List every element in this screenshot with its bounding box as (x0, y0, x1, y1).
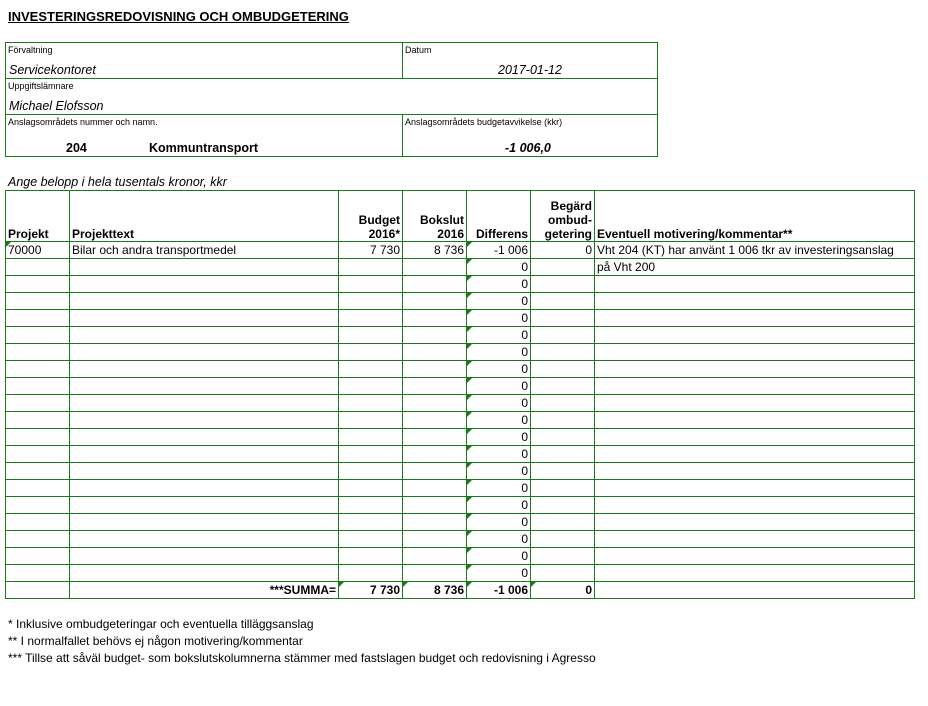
datum-value: 2017-01-12 (498, 63, 562, 77)
cell-begard[interactable] (531, 531, 595, 548)
cell-budget[interactable] (339, 276, 403, 293)
cell-differens[interactable]: 0 (467, 327, 531, 344)
table-row (6, 548, 915, 565)
col-header-projekt: Projekt (6, 191, 70, 242)
cell-kommentar[interactable] (595, 429, 915, 446)
cell-budget[interactable] (339, 310, 403, 327)
cell-bokslut[interactable] (403, 310, 467, 327)
cell-begard[interactable] (531, 446, 595, 463)
cell-differens[interactable]: 0 (467, 497, 531, 514)
cell-projekt[interactable] (6, 327, 70, 344)
cell-bokslut[interactable] (403, 395, 467, 412)
cell-projekt[interactable] (6, 463, 70, 480)
cell-differens[interactable]: 0 (467, 531, 531, 548)
table-row (6, 344, 915, 361)
cell-differens[interactable]: 0 (467, 395, 531, 412)
table-row (6, 497, 915, 514)
cell-differens[interactable]: 0 (467, 480, 531, 497)
cell-bokslut[interactable] (403, 548, 467, 565)
cell-bokslut[interactable] (403, 446, 467, 463)
cell-projekt[interactable] (6, 531, 70, 548)
table-row (6, 395, 915, 412)
cell-kommentar[interactable] (595, 480, 915, 497)
datum-cell[interactable] (402, 42, 658, 79)
cell-bokslut[interactable] (403, 276, 467, 293)
cell-projekttext[interactable] (70, 327, 339, 344)
cell-projekttext[interactable] (70, 548, 339, 565)
begard-header-line1: Begärd (550, 199, 592, 213)
cell-begard[interactable] (531, 378, 595, 395)
cell-kommentar[interactable]: Vht 204 (KT) har använt 1 006 tkr av investeringsanslag (595, 242, 915, 259)
cell-budget[interactable] (339, 429, 403, 446)
budget-header-line2: 2016* (368, 227, 400, 241)
cell-bokslut[interactable] (403, 361, 467, 378)
cell-budget[interactable] (339, 446, 403, 463)
cell-bokslut[interactable]: 8 736 (403, 242, 467, 259)
cell-begard[interactable] (531, 463, 595, 480)
table-row (6, 565, 915, 582)
cell-begard[interactable] (531, 327, 595, 344)
cell-begard[interactable] (531, 548, 595, 565)
cell-kommentar[interactable] (595, 463, 915, 480)
cell-begard[interactable] (531, 412, 595, 429)
cell-differens[interactable]: 0 (467, 463, 531, 480)
table-row (6, 276, 915, 293)
cell-budget[interactable] (339, 259, 403, 276)
cell-bokslut[interactable] (403, 429, 467, 446)
table-row (6, 327, 915, 344)
table-row (6, 293, 915, 310)
cell-begard[interactable] (531, 361, 595, 378)
cell-projekttext[interactable] (70, 514, 339, 531)
cell-projekttext[interactable] (70, 446, 339, 463)
cell-differens[interactable]: 0 (467, 259, 531, 276)
cell-projekt[interactable] (6, 293, 70, 310)
cell-projekttext[interactable] (70, 429, 339, 446)
cell-projekttext[interactable] (70, 259, 339, 276)
cell-bokslut[interactable] (403, 463, 467, 480)
begard-header-line3: getering (544, 227, 592, 241)
cell-projekt[interactable] (6, 310, 70, 327)
cell-differens[interactable]: 0 (467, 361, 531, 378)
table-row (6, 242, 915, 259)
cell-differens[interactable]: 0 (467, 514, 531, 531)
cell-budget[interactable] (339, 514, 403, 531)
bokslut-header-line2: 2016 (437, 227, 464, 241)
cell-projekttext[interactable] (70, 310, 339, 327)
cell-begard[interactable] (531, 480, 595, 497)
investment-table (5, 190, 915, 599)
cell-differens[interactable]: 0 (467, 276, 531, 293)
cell-differens[interactable]: 0 (467, 293, 531, 310)
cell-projekttext[interactable] (70, 531, 339, 548)
cell-projekttext[interactable] (70, 497, 339, 514)
table-row (6, 378, 915, 395)
cell-projekttext[interactable] (70, 293, 339, 310)
bokslut-header-line1: Bokslut (419, 213, 464, 227)
cell-projekttext[interactable] (70, 480, 339, 497)
cell-projekt[interactable] (6, 497, 70, 514)
cell-begard[interactable] (531, 514, 595, 531)
cell-differens[interactable]: 0 (467, 344, 531, 361)
table-row (6, 463, 915, 480)
cell-projekttext[interactable]: Bilar och andra transportmedel (70, 242, 339, 259)
table-row (6, 446, 915, 463)
cell-begard[interactable] (531, 293, 595, 310)
cell-bokslut[interactable] (403, 480, 467, 497)
cell-bokslut[interactable] (403, 412, 467, 429)
cell-projekt[interactable] (6, 429, 70, 446)
cell-bokslut[interactable] (403, 497, 467, 514)
cell-budget[interactable] (339, 565, 403, 582)
header-row (6, 191, 915, 242)
cell-budget[interactable] (339, 463, 403, 480)
cell-kommentar[interactable] (595, 514, 915, 531)
table-row (6, 361, 915, 378)
cell-kommentar[interactable] (595, 548, 915, 565)
forvaltning-value: Servicekontoret (9, 63, 96, 77)
cell-kommentar[interactable] (595, 310, 915, 327)
footnote-1: * Inklusive ombudgeteringar och eventuella tilläggsanslag (8, 617, 314, 631)
budgetavvikelse-label: Anslagsområdets budgetavvikelse (kkr) (405, 117, 563, 127)
cell-bokslut[interactable] (403, 514, 467, 531)
cell-projekttext[interactable] (70, 378, 339, 395)
anslag-namn: Kommuntransport (149, 141, 259, 155)
cell-budget[interactable] (339, 548, 403, 565)
budgetavvikelse-value: -1 006,0 (505, 141, 551, 155)
cell-kommentar[interactable] (595, 412, 915, 429)
cell-projekttext[interactable] (70, 565, 339, 582)
cell-bokslut[interactable] (403, 531, 467, 548)
begard-header-line2: ombud- (548, 213, 592, 227)
cell-budget[interactable] (339, 327, 403, 344)
col-header-kommentar: Eventuell motivering/kommentar** (595, 191, 915, 242)
cell-begard[interactable] (531, 259, 595, 276)
cell-differens[interactable]: -1 006 (467, 242, 531, 259)
cell-bokslut[interactable] (403, 327, 467, 344)
anslag-nummer: 204 (66, 141, 87, 155)
cell-differens[interactable]: 0 (467, 446, 531, 463)
cell-projekt[interactable] (6, 378, 70, 395)
summa-differens[interactable]: -1 006 (467, 582, 531, 599)
anslag-cell[interactable] (5, 114, 403, 157)
cell-projekttext[interactable] (70, 395, 339, 412)
cell-kommentar[interactable] (595, 531, 915, 548)
budgetavvikelse-cell[interactable] (402, 114, 658, 157)
cell-kommentar[interactable] (595, 327, 915, 344)
summa-label: ***SUMMA= (70, 582, 339, 599)
cell-kommentar[interactable] (595, 378, 915, 395)
table-row (6, 480, 915, 497)
cell-begard[interactable] (531, 276, 595, 293)
cell-bokslut[interactable] (403, 344, 467, 361)
summa-budget[interactable]: 7 730 (339, 582, 403, 599)
forvaltning-cell[interactable] (5, 42, 403, 79)
cell-begard[interactable] (531, 565, 595, 582)
cell-kommentar[interactable]: på Vht 200 (595, 259, 915, 276)
table-row (6, 514, 915, 531)
cell-differens[interactable]: 0 (467, 378, 531, 395)
cell-projekttext[interactable] (70, 412, 339, 429)
amount-note: Ange belopp i hela tusentals kronor, kkr (8, 175, 227, 189)
cell-kommentar[interactable] (595, 361, 915, 378)
cell-budget[interactable] (339, 378, 403, 395)
cell-kommentar[interactable] (595, 446, 915, 463)
footnote-3: *** Tillse att såväl budget- som bokslutskolumnerna stämmer med fastslagen budget och redovisning i Agresso (8, 651, 596, 665)
budget-header-line1: Budget (358, 213, 400, 227)
cell-projekttext[interactable] (70, 361, 339, 378)
cell-budget[interactable] (339, 497, 403, 514)
datum-label: Datum (405, 45, 432, 55)
uppgiftslamnare-label: Uppgiftslämnare (8, 81, 74, 91)
cell-kommentar[interactable] (595, 497, 915, 514)
anslag-label: Anslagsområdets nummer och namn. (8, 117, 158, 127)
col-header-budget (339, 191, 403, 242)
cell-projekt[interactable]: 70000 (6, 242, 70, 259)
cell-projekttext[interactable] (70, 463, 339, 480)
col-header-bokslut (403, 191, 467, 242)
cell-projekt[interactable] (6, 395, 70, 412)
table-row (6, 259, 915, 276)
cell-kommentar[interactable] (595, 276, 915, 293)
cell-kommentar[interactable] (595, 293, 915, 310)
cell-budget[interactable] (339, 531, 403, 548)
cell-budget[interactable] (339, 344, 403, 361)
cell-projekt[interactable] (6, 361, 70, 378)
table-row (6, 429, 915, 446)
cell-bokslut[interactable] (403, 259, 467, 276)
cell-projekt[interactable] (6, 259, 70, 276)
summa-row (6, 582, 915, 599)
cell-begard[interactable] (531, 429, 595, 446)
cell-differens[interactable]: 0 (467, 565, 531, 582)
cell-budget[interactable]: 7 730 (339, 242, 403, 259)
cell-differens[interactable]: 0 (467, 429, 531, 446)
table-row (6, 531, 915, 548)
col-header-differens: Differens (467, 191, 531, 242)
cell-differens[interactable]: 0 (467, 412, 531, 429)
cell-projekt[interactable] (6, 480, 70, 497)
cell-differens[interactable]: 0 (467, 548, 531, 565)
document-title: INVESTERINGSREDOVISNING OCH OMBUDGETERING (8, 9, 349, 24)
cell-budget[interactable] (339, 412, 403, 429)
col-header-projekttext: Projekttext (70, 191, 339, 242)
summa-bokslut[interactable]: 8 736 (403, 582, 467, 599)
cell-projekt[interactable] (6, 548, 70, 565)
uppgiftslamnare-cell[interactable] (5, 78, 658, 115)
cell-begard[interactable] (531, 310, 595, 327)
summa-kommentar-cell[interactable] (595, 582, 915, 599)
cell-projekttext[interactable] (70, 276, 339, 293)
cell-differens[interactable]: 0 (467, 310, 531, 327)
cell-begard[interactable] (531, 395, 595, 412)
forvaltning-label: Förvaltning (8, 45, 53, 55)
cell-projekt[interactable] (6, 412, 70, 429)
cell-budget[interactable] (339, 480, 403, 497)
cell-begard[interactable]: 0 (531, 242, 595, 259)
cell-kommentar[interactable] (595, 344, 915, 361)
summa-blank-cell[interactable] (6, 582, 70, 599)
cell-kommentar[interactable] (595, 565, 915, 582)
cell-budget[interactable] (339, 395, 403, 412)
cell-budget[interactable] (339, 361, 403, 378)
cell-bokslut[interactable] (403, 565, 467, 582)
cell-projekt[interactable] (6, 344, 70, 361)
cell-projekt[interactable] (6, 446, 70, 463)
cell-bokslut[interactable] (403, 293, 467, 310)
cell-budget[interactable] (339, 293, 403, 310)
cell-projekttext[interactable] (70, 344, 339, 361)
cell-begard[interactable] (531, 344, 595, 361)
cell-bokslut[interactable] (403, 378, 467, 395)
cell-begard[interactable] (531, 497, 595, 514)
footnote-2: ** I normalfallet behövs ej någon motivering/kommentar (8, 634, 303, 648)
cell-kommentar[interactable] (595, 395, 915, 412)
cell-projekt[interactable] (6, 514, 70, 531)
table-row (6, 310, 915, 327)
col-header-begard (531, 191, 595, 242)
summa-begard[interactable]: 0 (531, 582, 595, 599)
cell-projekt[interactable] (6, 276, 70, 293)
table-row (6, 412, 915, 429)
uppgiftslamnare-value: Michael Elofsson (9, 99, 104, 113)
cell-projekt[interactable] (6, 565, 70, 582)
